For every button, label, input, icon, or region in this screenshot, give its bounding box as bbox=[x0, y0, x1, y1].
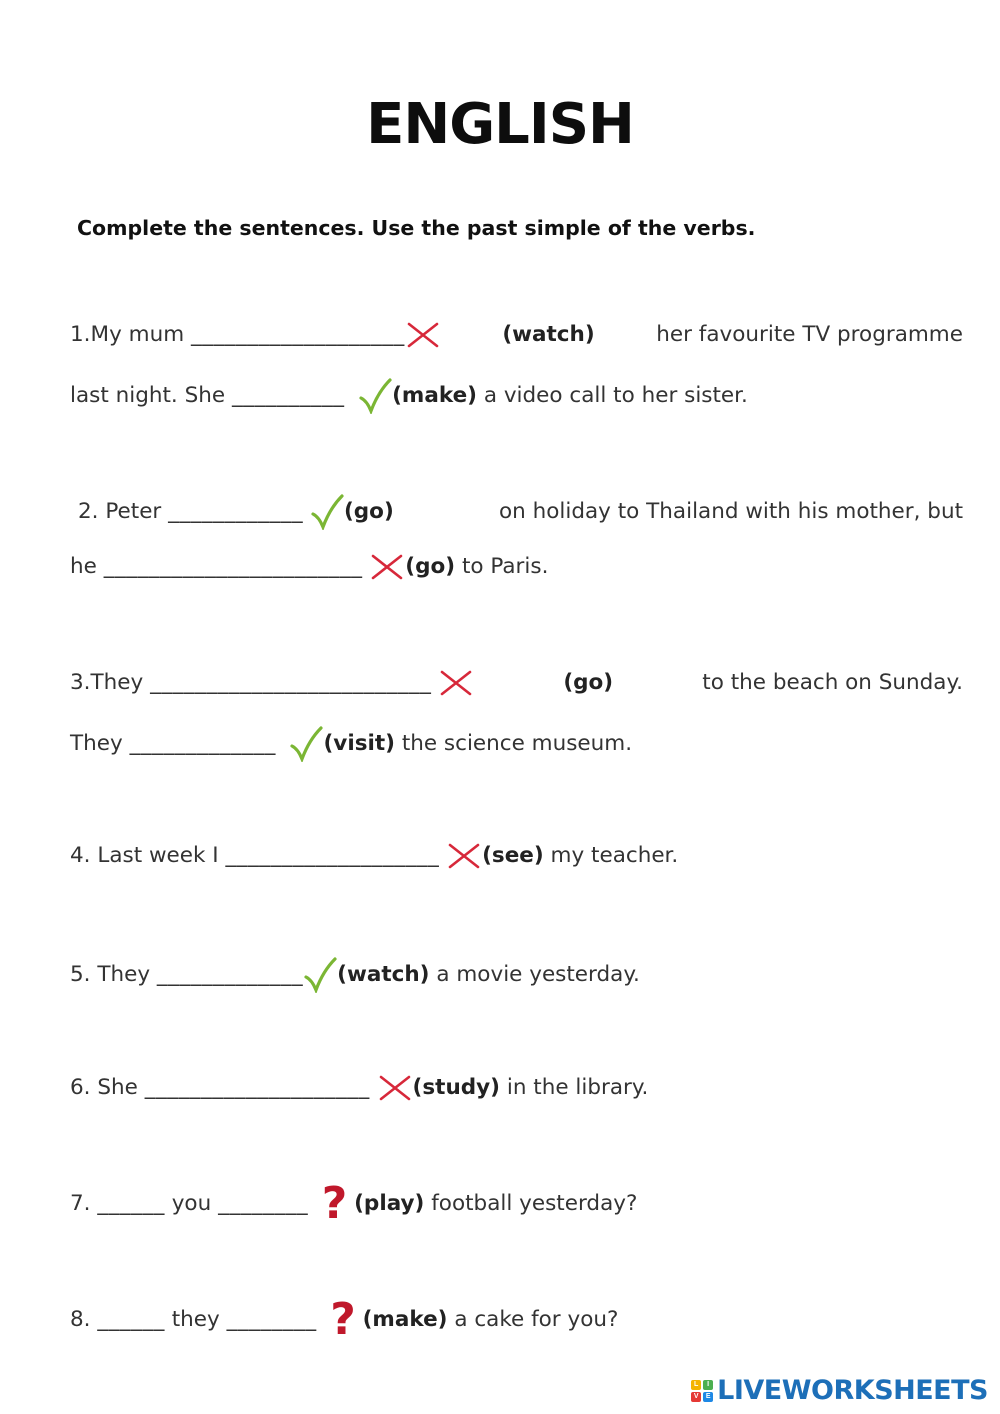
sentence-text: They bbox=[70, 731, 123, 756]
instructions: Complete the sentences. Use the past simple of the verbs. bbox=[77, 216, 756, 240]
cross-icon bbox=[438, 668, 474, 698]
sentence-3-line-1 bbox=[70, 668, 963, 698]
sentence-6 bbox=[70, 1073, 648, 1103]
question-mark-icon: ? bbox=[330, 1294, 356, 1345]
answer-blank[interactable]: ____________________ bbox=[144, 1075, 370, 1100]
verb-hint: (study) bbox=[412, 1075, 500, 1100]
sentence-text: to the beach on Sunday. bbox=[702, 670, 963, 695]
answer-blank[interactable]: _____________ bbox=[156, 962, 304, 987]
sentence-3-line-2 bbox=[70, 726, 632, 762]
check-icon bbox=[289, 726, 323, 762]
answer-blank[interactable]: _____________ bbox=[129, 731, 276, 756]
verb-hint: (see) bbox=[482, 843, 544, 868]
answer-blank[interactable]: ________ bbox=[226, 1307, 317, 1332]
sentence-text: a movie yesterday. bbox=[436, 962, 640, 987]
cross-icon bbox=[369, 552, 405, 582]
verb-hint: (go) bbox=[343, 499, 394, 524]
sentence-7 bbox=[70, 1178, 638, 1229]
liveworksheets-logo bbox=[691, 1375, 988, 1406]
sentence-text: 4. Last week I bbox=[70, 843, 219, 868]
verb-hint: (watch) bbox=[337, 962, 430, 987]
verb-hint: (play) bbox=[354, 1191, 425, 1216]
cross-icon bbox=[405, 320, 441, 350]
check-icon bbox=[303, 957, 337, 993]
sentence-text: 3.They bbox=[70, 670, 144, 695]
sentence-text: on holiday to Thailand with his mother, but bbox=[499, 499, 963, 524]
answer-blank[interactable]: _________________________ bbox=[150, 670, 432, 695]
answer-blank[interactable]: __________ bbox=[231, 383, 345, 408]
question-mark-icon: ? bbox=[321, 1178, 348, 1229]
sentence-text: my teacher. bbox=[550, 843, 679, 868]
verb-hint: (watch) bbox=[502, 322, 595, 347]
sentence-8 bbox=[70, 1294, 619, 1345]
sentence-text: football yesterday? bbox=[431, 1191, 638, 1216]
sentence-text: they bbox=[171, 1307, 220, 1332]
logo-text: LIVEWORKSHEETS bbox=[717, 1375, 988, 1406]
sentence-2-line-2 bbox=[70, 552, 548, 582]
sentence-text: you bbox=[171, 1191, 212, 1216]
answer-blank[interactable]: _______________________ bbox=[103, 554, 363, 579]
answer-blank[interactable]: ___________________ bbox=[225, 843, 440, 868]
sentence-text: to Paris. bbox=[461, 554, 549, 579]
sentence-text: a cake for you? bbox=[454, 1307, 619, 1332]
page-title: ENGLISH bbox=[366, 92, 634, 157]
verb-hint: (go) bbox=[405, 554, 456, 579]
sentence-5 bbox=[70, 957, 640, 993]
sentence-4 bbox=[70, 841, 678, 871]
sentence-text: 8. bbox=[70, 1307, 91, 1332]
cross-icon bbox=[446, 841, 482, 871]
sentence-text: he bbox=[70, 554, 97, 579]
sentence-text: the science museum. bbox=[401, 731, 633, 756]
sentence-2-line-1 bbox=[78, 494, 963, 530]
sentence-text: last night. She bbox=[70, 383, 226, 408]
check-icon bbox=[358, 378, 392, 414]
sentence-1-line-2 bbox=[70, 378, 748, 414]
sentence-text: a video call to her sister. bbox=[483, 383, 748, 408]
answer-blank[interactable]: ______ bbox=[97, 1307, 165, 1332]
verb-hint: (go) bbox=[563, 670, 614, 695]
verb-hint: (visit) bbox=[323, 731, 395, 756]
answer-blank[interactable]: ________ bbox=[218, 1191, 309, 1216]
answer-blank[interactable]: ___________________ bbox=[190, 322, 405, 347]
check-icon bbox=[310, 494, 344, 530]
sentence-text: 5. They bbox=[70, 962, 151, 987]
sentence-text: in the library. bbox=[506, 1075, 649, 1100]
verb-hint: (make) bbox=[362, 1307, 448, 1332]
sentence-text: 7. bbox=[70, 1191, 91, 1216]
logo-icon: L I V E bbox=[691, 1380, 713, 1402]
answer-blank[interactable]: ____________ bbox=[168, 499, 304, 524]
sentence-text: 1.My mum bbox=[70, 322, 185, 347]
cross-icon bbox=[377, 1073, 413, 1103]
sentence-1-line-1 bbox=[70, 320, 963, 350]
sentence-text: 2. Peter bbox=[78, 499, 162, 524]
answer-blank[interactable]: ______ bbox=[97, 1191, 165, 1216]
sentence-text: 6. She bbox=[70, 1075, 138, 1100]
verb-hint: (make) bbox=[392, 383, 477, 408]
sentence-text: her favourite TV programme bbox=[656, 322, 963, 347]
